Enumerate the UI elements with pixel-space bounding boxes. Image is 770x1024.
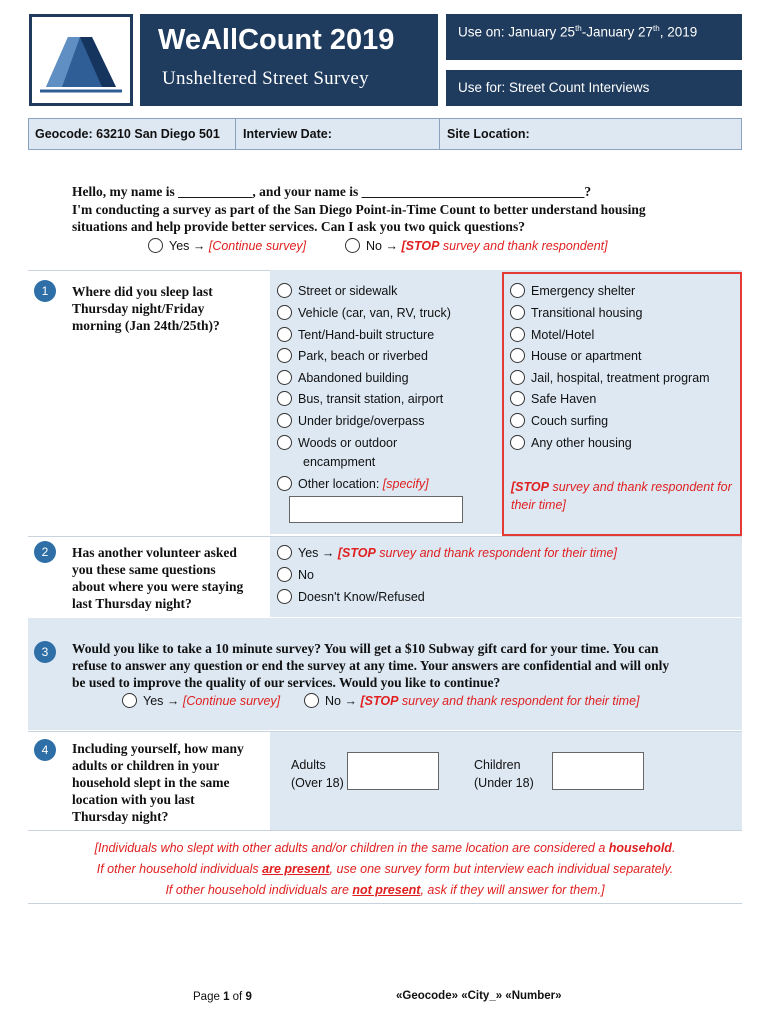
q2-option-no[interactable]: No (277, 567, 314, 582)
q1-option-bridge[interactable]: Under bridge/overpass (277, 413, 424, 428)
intro-line-2: I'm conducting a survey as part of the San Diego Point-in-Time Count to better understand housing (72, 201, 646, 217)
q1-option-other[interactable]: Other location: [specify] (277, 476, 429, 491)
q1-option-house[interactable]: House or apartment (510, 348, 641, 363)
survey-title: WeAllCount 2019 (158, 24, 395, 56)
info-row (28, 118, 742, 150)
merge-fields: «Geocode» «City_» «Number» (396, 990, 562, 1002)
q1-option-park[interactable]: Park, beach or riverbed (277, 348, 428, 363)
q3-option-yes[interactable]: Yes → [Continue survey] (122, 693, 280, 708)
radio-icon[interactable] (277, 567, 292, 582)
q1-option-abandoned[interactable]: Abandoned building (277, 370, 409, 385)
radio-icon[interactable] (277, 391, 292, 406)
q1-option-tent[interactable]: Tent/Hand-built structure (277, 327, 434, 342)
intro-line-1: Hello, my name is ___________, and your name is _________________________________? (72, 184, 592, 199)
page-number: Page 1 of 9 (193, 991, 252, 1003)
q3-option-no[interactable]: No → [STOP survey and thank respondent for their time] (304, 693, 640, 708)
q2-option-yes[interactable]: Yes → [STOP survey and thank respondent for their time] (277, 545, 617, 560)
question-number-2: 2 (34, 541, 56, 563)
question-number-4: 4 (34, 739, 56, 761)
radio-icon[interactable] (510, 283, 525, 298)
q4-question: Including yourself, how many adults or children in your household slept in the same location with you last Thursday night? (72, 741, 244, 824)
radio-icon[interactable] (304, 693, 319, 708)
radio-icon[interactable] (510, 413, 525, 428)
q1-stop-note: [STOP survey and thank respondent for their time] (511, 480, 732, 512)
question-number-1: 1 (34, 280, 56, 302)
other-location-input[interactable] (289, 496, 463, 523)
q1-option-motel[interactable]: Motel/Hotel (510, 327, 594, 342)
children-label: Children (Under 18) (474, 758, 534, 790)
q1-option-street[interactable]: Street or sidewalk (277, 283, 397, 298)
q2-question: Has another volunteer asked you these same questions about where you were staying last Thursday night? (72, 545, 244, 611)
site-location-field[interactable]: Site Location: (447, 127, 530, 141)
radio-icon[interactable] (277, 283, 292, 298)
survey-subtitle: Unsheltered Street Survey (162, 68, 369, 89)
radio-icon[interactable] (510, 435, 525, 450)
radio-icon[interactable] (277, 327, 292, 342)
radio-icon[interactable] (122, 693, 137, 708)
q1-option-transitional[interactable]: Transitional housing (510, 305, 642, 320)
tent-logo-icon (32, 17, 130, 103)
radio-icon[interactable] (277, 413, 292, 428)
geocode-label: Geocode: 63210 San Diego 501 (35, 127, 220, 141)
q1-question: Where did you sleep last Thursday night/Friday morning (Jan 24th/25th)? (72, 284, 220, 333)
title-block (140, 14, 438, 106)
intro-no-option[interactable]: No → [STOP survey and thank respondent] (345, 238, 608, 253)
radio-icon[interactable] (345, 238, 360, 253)
q1-option-vehicle[interactable]: Vehicle (car, van, RV, truck) (277, 305, 451, 320)
radio-icon[interactable] (277, 348, 292, 363)
adults-count-input[interactable] (347, 752, 439, 790)
use-for-banner: Use for: Street Count Interviews (446, 70, 742, 106)
radio-icon[interactable] (277, 476, 292, 491)
q1-option-bus[interactable]: Bus, transit station, airport (277, 391, 443, 406)
q2-option-dont-know[interactable]: Doesn't Know/Refused (277, 589, 425, 604)
radio-icon[interactable] (510, 391, 525, 406)
use-on-banner: Use on: January 25th-January 27th, 2019 (446, 14, 742, 60)
children-count-input[interactable] (552, 752, 644, 790)
q1-woods-continued: encampment (303, 455, 376, 469)
intro-yes-option[interactable]: Yes → [Continue survey] (148, 238, 306, 253)
q1-option-safe-haven[interactable]: Safe Haven (510, 391, 596, 406)
q1-option-jail[interactable]: Jail, hospital, treatment program (510, 370, 710, 385)
radio-icon[interactable] (277, 435, 292, 450)
radio-icon[interactable] (510, 370, 525, 385)
intro-line-3: situations and help provide better services. Can I ask you two quick questions? (72, 219, 525, 234)
q1-option-couch[interactable]: Couch surfing (510, 413, 608, 428)
radio-icon[interactable] (148, 238, 163, 253)
radio-icon[interactable] (277, 589, 292, 604)
household-note: [Individuals who slept with other adults and/or children in the same location are considered a household. If other household individuals are present, use one survey form but interview each individual separately. If other household individuals are not present, ask if they will answer for them.] (94, 841, 676, 897)
q3-question: Would you like to take a 10 minute survey? You will get a $10 Subway gift card for your time. You can refuse to answer any question or end the survey at any time. Your answers are confidential and will only be used to improve the quality of our services. Would you like to continue? (72, 641, 670, 690)
radio-icon[interactable] (277, 370, 292, 385)
interview-date-field[interactable]: Interview Date: (243, 127, 332, 141)
intro-text (72, 183, 742, 236)
radio-icon[interactable] (277, 305, 292, 320)
adults-label: Adults (Over 18) (291, 758, 344, 790)
q1-option-emergency-shelter[interactable]: Emergency shelter (510, 283, 635, 298)
radio-icon[interactable] (510, 305, 525, 320)
radio-icon[interactable] (510, 348, 525, 363)
q1-option-other-housing[interactable]: Any other housing (510, 435, 632, 450)
logo (29, 14, 133, 106)
radio-icon[interactable] (277, 545, 292, 560)
radio-icon[interactable] (510, 327, 525, 342)
question-number-3: 3 (34, 641, 56, 663)
q1-option-woods[interactable]: Woods or outdoor (277, 435, 397, 450)
